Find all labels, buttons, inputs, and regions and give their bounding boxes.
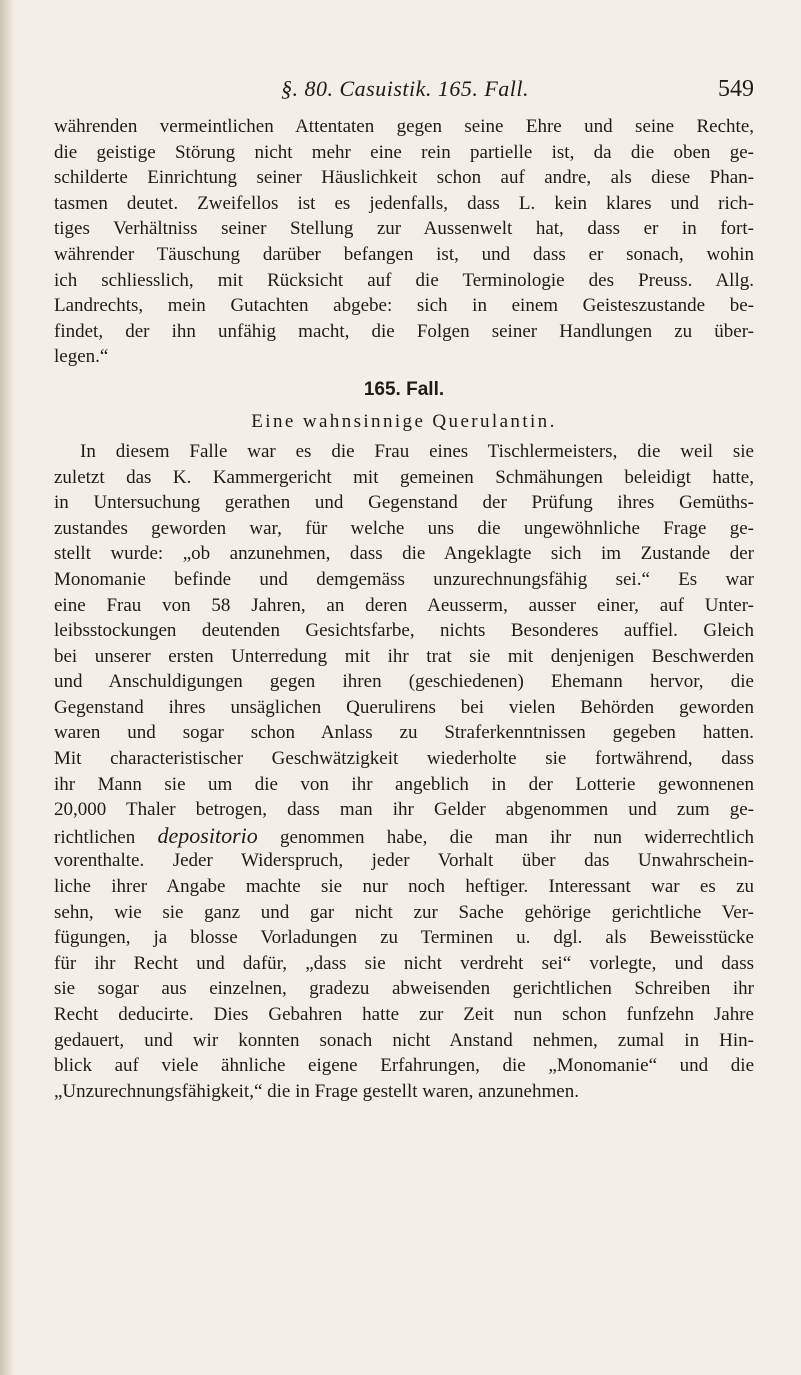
- text-segment: richtlichen: [54, 826, 158, 848]
- text-line: stellt wurde: „ob anzunehmen, dass die Angeklagte sich im Zustande der: [54, 543, 754, 565]
- text-line: 20,000 Thaler betrogen, dass man ihr Gelder abgenommen und zum ge-: [54, 799, 754, 821]
- text-line: sie sogar aus einzelnen, gradezu abweisenden gerichtlichen Schreiben ihr: [54, 978, 754, 1000]
- text-line: tasmen deutet. Zweifellos ist es jedenfalls, dass L. kein klares und rich-: [54, 192, 754, 214]
- text-line: Mit characteristischer Geschwätzigkeit wiederholte sie fortwährend, dass: [54, 748, 754, 770]
- text-line: eine Frau von 58 Jahren, an deren Aeusserm, ausser einer, auf Unter-: [54, 594, 754, 616]
- case-heading: 165. Fall.: [363, 378, 445, 400]
- text-line: blick auf viele ähnliche eigene Erfahrungen, die „Monomanie“ und die: [54, 1055, 754, 1077]
- case-subtitle: Eine wahnsinnige Querulantin.: [251, 410, 557, 432]
- text-line: leibsstockungen deutenden Gesichtsfarbe, nichts Besonderes auffiel. Gleich: [54, 620, 754, 642]
- text-line: sehn, wie sie ganz und gar nicht zur Sache gehörige gerichtliche Ver-: [54, 901, 754, 923]
- text-line: gedauert, und wir konnten sonach nicht Anstand nehmen, zumal in Hin-: [54, 1029, 754, 1051]
- text-line: schilderte Einrichtung seiner Häuslichkeit schon auf andre, als diese Phan-: [54, 167, 754, 189]
- text-line: fügungen, ja blosse Vorladungen zu Terminen u. dgl. als Beweisstücke: [54, 927, 754, 949]
- text-line: [54, 823, 754, 849]
- paragraph-case-description: [54, 439, 754, 1104]
- text-line: die geistige Störung nicht mehr eine rein partielle ist, da die oben ge-: [54, 141, 754, 163]
- paragraph-continued: [54, 114, 754, 370]
- main-text: [54, 114, 754, 1104]
- text-line: währender Täuschung darüber befangen ist, und dass er sonach, wohin: [54, 243, 754, 265]
- text-line: zustandes geworden war, für welche uns die ungewöhnliche Frage ge-: [54, 517, 754, 539]
- page-header: [56, 74, 754, 110]
- page-number: 549: [718, 76, 754, 102]
- text-line: bei unserer ersten Unterredung mit ihr trat sie mit denjenigen Beschwerden: [54, 645, 754, 667]
- text-line: Gegenstand ihres unsäglichen Querulirens bei vielen Behörden geworden: [54, 696, 754, 718]
- text-line: ihr Mann sie um die von ihr angeblich in der Lotterie gewonnenen: [54, 773, 754, 795]
- text-line: vorenthalte. Jeder Widerspruch, jeder Vorhalt über das Unwahrschein-: [54, 850, 754, 872]
- text-line: legen.“: [54, 346, 109, 368]
- text-segment: genommen habe, die man ihr nun widerrechtlich: [257, 826, 754, 848]
- italic-term: depositorio: [157, 822, 258, 848]
- text-line: währenden vermeintlichen Attentaten gegen seine Ehre und seine Rechte,: [54, 116, 754, 137]
- text-line: „Unzurechnungsfähigkeit,“ die in Frage gestellt waren, anzunehmen.: [54, 1080, 579, 1102]
- text-line: ich schliesslich, mit Rücksicht auf die Terminologie des Preuss. Allg.: [54, 269, 754, 291]
- text-line: waren und sogar schon Anlass zu Straferkenntnissen gegeben hatten.: [54, 722, 754, 744]
- text-line: In diesem Falle war es die Frau eines Tischlermeisters, die weil sie: [80, 440, 754, 462]
- text-line: und Anschuldigungen gegen ihren (geschiedenen) Ehemann hervor, die: [54, 671, 754, 693]
- text-line: für ihr Recht und dafür, „dass sie nicht verdreht sei“ vorlegte, und dass: [54, 952, 754, 974]
- text-line: liche ihrer Angabe machte sie nur noch heftiger. Interessant war es zu: [54, 876, 754, 898]
- text-line: tiges Verhältniss seiner Stellung zur Aussenwelt hat, dass er in fort-: [54, 218, 754, 240]
- text-line: in Untersuchung gerathen und Gegenstand der Prüfung ihres Gemüths-: [54, 492, 754, 514]
- text-line: Landrechts, mein Gutachten abgebe: sich in einem Geisteszustande be-: [54, 295, 754, 317]
- running-head: §. 80. Casuistik. 165. Fall.: [280, 76, 530, 101]
- page-binding-shadow: [0, 0, 14, 1375]
- text-line: zuletzt das K. Kammergericht mit gemeinen Schmähungen beleidigt hatte,: [54, 466, 754, 488]
- text-line: Recht deducirte. Dies Gebahren hatte zur Zeit nun schon funfzehn Jahre: [54, 1004, 754, 1025]
- text-line: findet, der ihn unfähig macht, die Folgen seiner Handlungen zu über-: [54, 320, 754, 342]
- text-line: Monomanie befinde und demgemäss unzurechnungsfähig sei.“ Es war: [54, 568, 754, 590]
